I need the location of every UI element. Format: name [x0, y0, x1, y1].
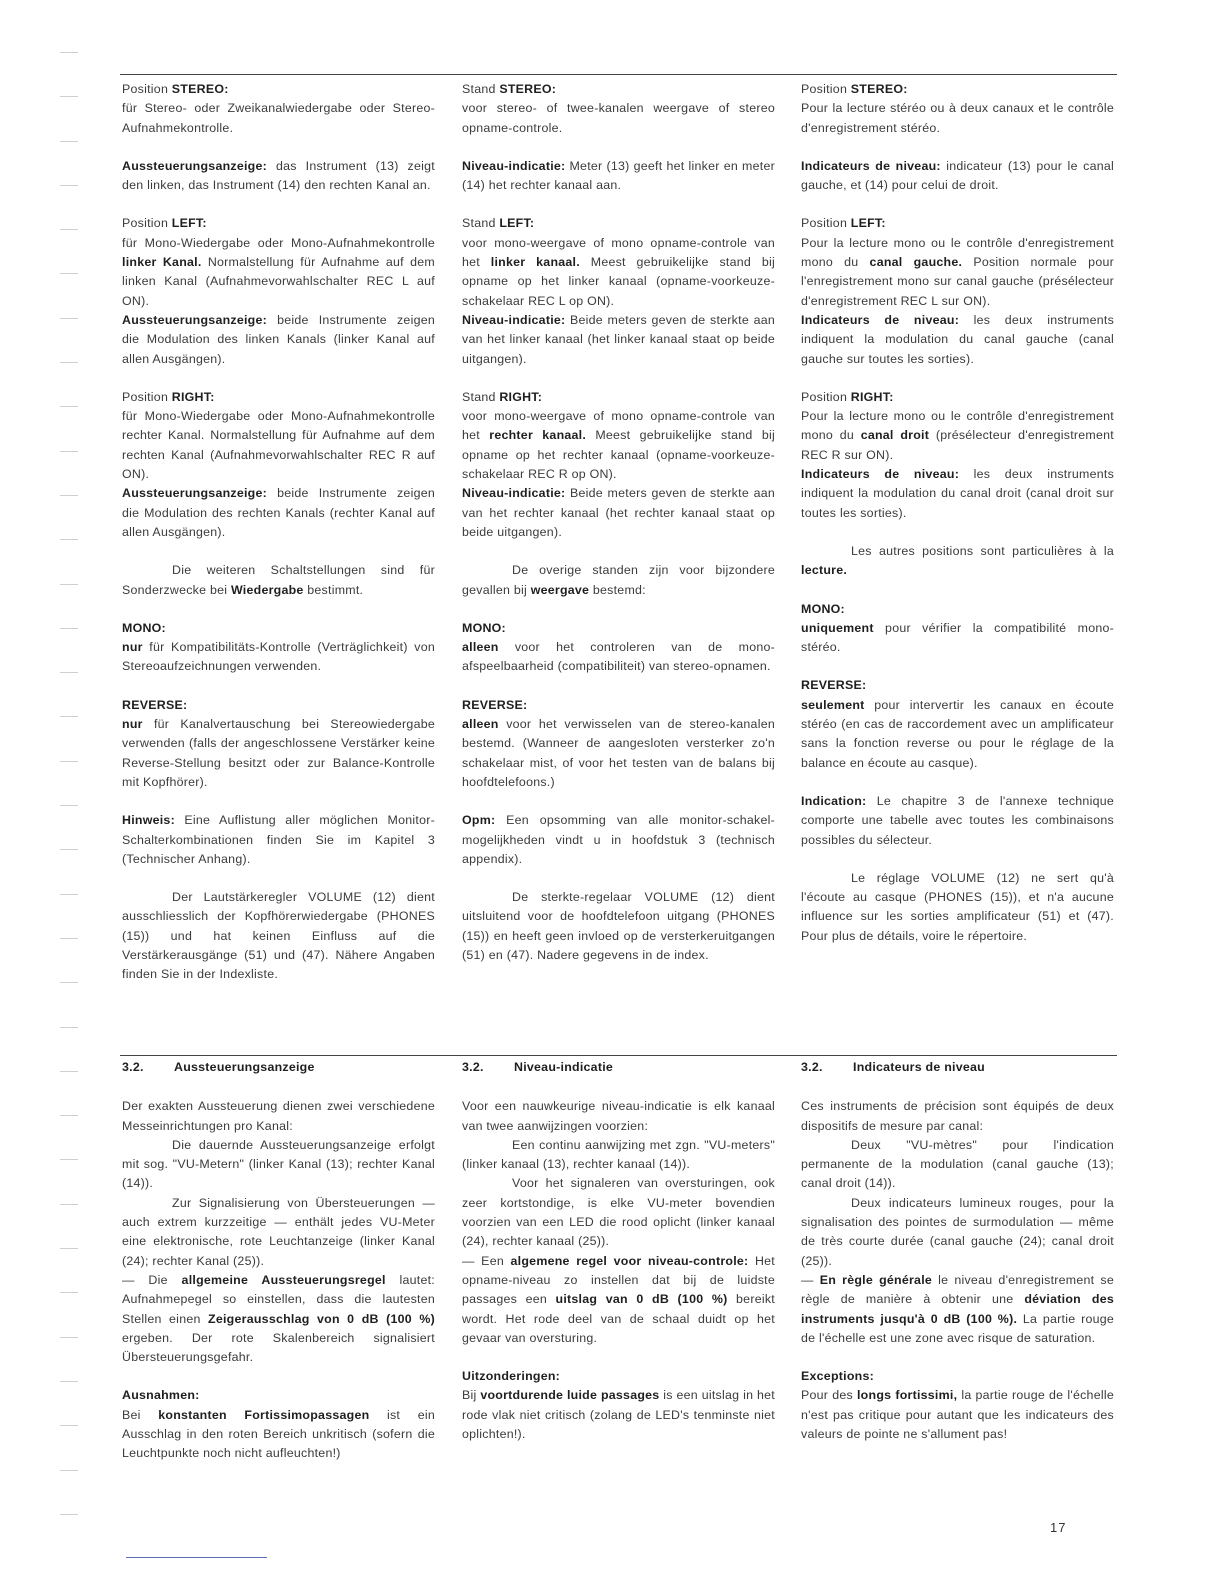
right-head-pre: Position [122, 389, 172, 404]
rule-post: ergeben. Der rote Skalenbereich signalisiert Übersteuerungsgefahr. [122, 1330, 435, 1365]
column-dutch [462, 80, 775, 1442]
niveau-key: Aussteuerungsanzeige: [122, 158, 268, 173]
hint-key: Hinweis: [122, 813, 175, 828]
other-positions-text [122, 561, 435, 600]
vu-meter-text [462, 1136, 775, 1175]
exceptions-heading [122, 1386, 435, 1405]
right-meter-text [122, 484, 435, 542]
left-heading [122, 214, 435, 233]
hint-body: Eine Auflistung aller möglichen Monitor-Schalterkombinationen finden Sie im Kapitel 3 (Technischer Anhang). [122, 813, 435, 866]
right-text [122, 407, 435, 484]
other-positions-text [801, 542, 1114, 581]
monitor-switch-block [801, 80, 1114, 946]
binding-margin-marks [60, 52, 78, 1552]
right-head-key: RIGHT: [499, 389, 543, 404]
section-intro [801, 1097, 1114, 1136]
exceptions-text [801, 1386, 1114, 1444]
right-text [801, 407, 1114, 465]
right-heading [801, 388, 1114, 407]
other-positions-text [462, 561, 775, 600]
stereo-head-pre: Position [122, 82, 172, 96]
stereo-head-pre: Stand [462, 82, 500, 96]
hint-body: Een opsomming van alle monitor-schakel-mogelijkheden vindt u in hoofdstuk 3 (technisch appendix). [462, 813, 775, 866]
stereo-heading [122, 80, 435, 99]
left-meter-key: Aussteuerungsanzeige: [122, 312, 268, 327]
mono-body: pour vérifier la compatibilité mono-stéréo. [801, 620, 1114, 655]
footer-link-line [126, 1557, 267, 1558]
right-body-key: canal droit [860, 428, 930, 443]
mono-key: alleen [462, 640, 499, 655]
hint-text [801, 792, 1114, 850]
led-text [462, 1174, 775, 1251]
mono-head: MONO: [462, 620, 506, 635]
right-text [462, 407, 775, 484]
stereo-text [462, 99, 775, 138]
level-indicator-section [122, 1058, 435, 1483]
right-meter-body: beide Instrumente zeigen die Modulation des rechten Kanals (rechter Kanal auf allen Ausgängen). [122, 486, 435, 539]
column-french [801, 80, 1115, 1442]
hint-key: Opm: [462, 813, 496, 828]
other-key: weergave [530, 582, 590, 597]
left-meter-body: beide Instrumente zeigen die Modulation des linken Kanals (linker Kanal auf allen Ausgängen). [122, 312, 435, 366]
right-body-pre: für Mono-Wiedergabe oder Mono-Aufnahmekontrolle [122, 409, 435, 424]
exc-pre: Bij [462, 1388, 481, 1403]
right-meter-body: les deux instruments indiquent la modulation du canal droit (canal droit sur toutes les sorties). [801, 467, 1115, 520]
reverse-text [122, 715, 435, 792]
exc-post: is een uitslag in het rode vlak niet critisch (zolang de LED's tenminste niet oplichten!). [462, 1388, 775, 1442]
other-post: bestemd: [589, 582, 646, 597]
hint-text [462, 811, 775, 869]
stereo-head-key: STEREO: [850, 82, 908, 96]
left-meter-text [462, 311, 775, 369]
led-body: Deux indicateurs lumineux rouges, pour la signalisation des pointes de surmodulation — même de très courte durée (canal gauche (24); canal droit (25)). [801, 1195, 1114, 1268]
stereo-text [801, 99, 1114, 138]
left-body-pre: voor mono-weergave of mono opname-controle van het [462, 235, 775, 270]
left-meter-body: les deux instruments indiquent la modulation du canal gauche (canal gauche sur toutes les sorties). [801, 312, 1115, 366]
left-meter-key: Indicateurs de niveau: [801, 312, 960, 327]
other-pre: Die weiteren Schaltstellungen sind für Sonderzwecke bei [122, 563, 435, 597]
level-rule-text [462, 1252, 775, 1348]
left-body-key: canal gauche. [869, 255, 963, 270]
section-rule [120, 1055, 1117, 1056]
volume-text [122, 888, 435, 984]
mono-key: uniquement [801, 620, 874, 635]
exc-key: konstanten Fortissimopassagen [158, 1407, 370, 1422]
mono-head: MONO: [122, 620, 166, 635]
exceptions-text [462, 1386, 775, 1444]
other-pre: Les autres positions sont particulières à la [851, 543, 1114, 558]
mono-heading [801, 600, 1114, 619]
column-german [122, 80, 435, 1461]
section-intro [122, 1097, 435, 1136]
exc-key: voortdurende luide passages [480, 1388, 660, 1403]
monitor-switch-block [122, 80, 435, 985]
exc-head: Ausnahmen: [122, 1388, 200, 1403]
reverse-heading [462, 696, 775, 715]
level-indicator-section [801, 1058, 1114, 1463]
hint-body: Le chapitre 3 de l'annexe technique comporte une tabelle avec toutes les combinaisons possibles du sélecteur. [801, 793, 1114, 847]
left-body-post: Meest gebruikelijke stand bij opname op het linker kanaal (opname-voorkeuze-schakelaar REC L op ON). [462, 255, 775, 308]
sect-num: 3.2. [462, 1060, 484, 1074]
left-body-pre: Pour la lecture mono ou le contrôle d'enregistrement mono du [801, 235, 1114, 270]
right-body-key: rechter kanaal. [489, 428, 587, 443]
hint-key: Indication: [801, 793, 867, 808]
vu-body: Die dauernde Aussteuerungsanzeige erfolgt mit sog. "VU-Metern" (linker Kanal (13); rechter Kanal (14)). [122, 1137, 435, 1191]
led-text [801, 1194, 1114, 1271]
left-body-post: Normalstellung für Aufnahme auf dem linken Kanal (Aufnahmevorwahlschalter REC L auf ON). [122, 255, 435, 308]
volume-body: De sterkte-regelaar VOLUME (12) dient uitsluitend voor de hoofdtelefoon uitgang (PHONES (15)) en heeft geen invloed op de versterkeruitgangen (51) en (47). Nadere gegevens in de index. [462, 890, 775, 962]
mono-text [801, 619, 1114, 658]
stereo-heading [801, 80, 1114, 99]
niveau-body: Meter (13) geeft het linker en meter (14) het rechter kanaal aan. [462, 158, 775, 193]
left-body-post: Position normale pour l'enregistrement mono sur canal gauche (présélecteur d'enregistrement REC L sur ON). [801, 255, 1114, 308]
rule-key: algemene regel voor niveau-controle: [510, 1253, 749, 1268]
left-meter-body: Beide meters geven de sterkte aan van het linker kanaal (het linker kanaal staat op beide uitgangen). [462, 312, 775, 366]
rule-pre: — Die [122, 1272, 182, 1287]
left-head-key: LEFT: [499, 216, 535, 231]
mono-heading [462, 619, 775, 638]
exceptions-text [122, 1406, 435, 1464]
rule-key: En règle générale [819, 1272, 933, 1287]
rule-pre: — [801, 1272, 820, 1287]
other-pre: De overige standen zijn voor bijzondere gevallen bij [462, 563, 775, 597]
left-text [122, 234, 435, 311]
rule-key: allgemeine Aussteuerungsregel [181, 1272, 386, 1287]
vu-meter-text [122, 1136, 435, 1194]
exc-key: longs fortissimi, [856, 1388, 958, 1403]
left-body-key: linker kanaal. [490, 255, 580, 270]
right-body-post: Meest gebruikelijke stand bij opname op het rechter kanaal (opname-voorkeuze-schakelaar REC R op ON). [462, 428, 775, 482]
page-number: 17 [1050, 1520, 1067, 1535]
niveau-body: das Instrument (13) zeigt den linken, das Instrument (14) den rechten Kanal an. [122, 158, 435, 193]
reverse-body: pour intervertir les canaux en écoute stéréo (en cas de raccordement avec un amplificateur sans la fonction reverse ou pour le réglage de la balance en écoute au casque). [801, 697, 1114, 770]
top-rule [120, 74, 1117, 75]
right-head-key: RIGHT: [171, 389, 215, 404]
reverse-heading [801, 676, 1114, 695]
level-rule-text [122, 1271, 435, 1367]
right-body-post: rechter Kanal. Normalstellung für Aufnahme auf dem rechten Kanal (Aufnahmevorwahlschalter REC R auf ON). [122, 428, 435, 482]
sect-title: Aussteuerungsanzeige [174, 1060, 315, 1074]
sect-num: 3.2. [801, 1060, 823, 1074]
stereo-text [122, 99, 435, 138]
reverse-head: REVERSE: [122, 697, 188, 712]
section-heading [462, 1058, 775, 1077]
mono-text [122, 638, 435, 677]
vu-body: Deux "VU-mètres" pour l'indication permanente de la modulation (canal gauche (13); canal droit (14)). [801, 1137, 1114, 1191]
volume-body: Der Lautstärkeregler VOLUME (12) dient ausschliesslich der Kopfhörerwiedergabe (PHONES (15)) und hat keinen Einfluss auf die Verstärkerausgänge (51) und (47). Nähere Angaben finden Sie in der Indexliste. [122, 890, 435, 982]
stereo-body: Pour la lecture stéréo ou à deux canaux et le contrôle d'enregistrement stéréo. [801, 101, 1114, 135]
exc-post: la partie rouge de l'échelle n'est pas critique pour autant que les indicateurs des valeurs de pointe ne s'allument pas! [801, 1388, 1114, 1442]
rule-key2: Zeigerausschlag von 0 dB (100 %) [208, 1311, 435, 1326]
rule-mid: Het opname-niveau zo instellen dat bij de luidste passages een [462, 1253, 775, 1307]
rule-key2: déviation des instruments jusqu'à 0 dB (100 %). [801, 1292, 1114, 1326]
rule-post: bereikt wordt. Het rode deel van de schaal duidt op het gevaar van oversturing. [462, 1292, 775, 1345]
exc-post: ist ein Ausschlag in den roten Bereich unkritisch (sofern die Leuchtpunkte noch nicht aufleuchten!) [122, 1407, 435, 1461]
left-head-pre: Position [122, 216, 172, 231]
exc-head: Exceptions: [801, 1369, 874, 1384]
mono-heading [122, 619, 435, 638]
right-heading [462, 388, 775, 407]
right-head-pre: Stand [462, 389, 500, 404]
left-body-pre: für Mono-Wiedergabe oder Mono-Aufnahmekontrolle [122, 235, 435, 250]
left-head-pre: Position [801, 216, 851, 231]
sect-title: Indicateurs de niveau [853, 1060, 985, 1074]
hint-text [122, 811, 435, 869]
stereo-head-pre: Position [801, 82, 851, 96]
stereo-head-key: STEREO: [499, 82, 557, 96]
right-body-post: (présélecteur d'enregistrement REC R sur ON). [801, 428, 1114, 462]
volume-text [801, 869, 1114, 946]
meter-note [122, 157, 435, 196]
left-heading [801, 214, 1114, 233]
stereo-body: für Stereo- oder Zweikanalwiedergabe oder Stereo-Aufnahmekontrolle. [122, 101, 435, 135]
reverse-head: REVERSE: [801, 678, 867, 693]
left-text [801, 234, 1114, 311]
volume-text [462, 888, 775, 965]
mono-body: voor het controleren van de mono-afspeelbaarheid (compatibiliteit) van stereo-opnamen. [462, 640, 775, 674]
right-head-key: RIGHT: [850, 389, 894, 404]
reverse-key: seulement [801, 697, 865, 712]
other-key: Wiedergabe [230, 582, 304, 597]
reverse-head: REVERSE: [462, 697, 528, 712]
mono-body: für Kompatibilitäts-Kontrolle (Verträglichkeit) von Stereoaufzeichnungen verwenden. [122, 640, 435, 674]
sect-title: Niveau-indicatie [514, 1060, 614, 1074]
reverse-body: voor het verwisselen van de stereo-kanalen bestemd. (Wanneer de aangesloten versterker zo'n schakelaar mist, of voor het testen van de balans bij hoofdtelefoons.) [462, 717, 775, 789]
other-key: lecture. [801, 563, 848, 578]
led-body: Voor het signaleren van oversturingen, ook zeer kortstondige, is elke VU-meter bovendien voorzien van een LED die rood oplicht (linker kanaal (24), rechter kanaal (25)). [462, 1176, 775, 1249]
exc-head: Uitzonderingen: [462, 1369, 561, 1384]
section-intro [462, 1097, 775, 1136]
rule-mid: lautet: Aufnahmepegel so einstellen, dass die lautesten Stellen einen [122, 1272, 435, 1326]
section-heading [122, 1058, 435, 1077]
rule-mid: le niveau d'enregistrement se règle de manière à obtenir une [801, 1272, 1114, 1307]
left-text [462, 234, 775, 311]
exc-pre: Bei [122, 1407, 159, 1422]
niveau-body: indicateur (13) pour le canal gauche, et (14) pour celui de droit. [801, 158, 1114, 193]
exceptions-heading [801, 1367, 1114, 1386]
intro: Der exakten Aussteuerung dienen zwei verschiedene Messeinrichtungen pro Kanal: [122, 1099, 435, 1133]
left-body-key: linker Kanal. [122, 255, 202, 270]
led-text [122, 1194, 435, 1271]
left-meter-text [801, 311, 1114, 369]
reverse-text [801, 696, 1114, 773]
right-head-pre: Position [801, 389, 851, 404]
level-rule-text [801, 1271, 1114, 1348]
stereo-heading [462, 80, 775, 99]
right-meter-key: Indicateurs de niveau: [801, 467, 960, 482]
intro: Ces instruments de précision sont équipés de deux dispositifs de mesure par canal: [801, 1099, 1114, 1133]
meter-note [462, 157, 775, 196]
led-body: Zur Signalisierung von Übersteuerungen — auch extrem kurzzeitige — enthält jedes VU-Meter eine elektronische, rote Leuchtanzeige (linker Kanal (24); rechter Kanal (25)). [122, 1195, 435, 1268]
reverse-heading [122, 696, 435, 715]
right-meter-key: Aussteuerungsanzeige: [122, 486, 268, 501]
right-body-pre: voor mono-weergave of mono opname-controle van het [462, 409, 775, 443]
left-meter-key: Niveau-indicatie: [462, 312, 566, 327]
left-head-key: LEFT: [850, 216, 886, 231]
mono-head: MONO: [801, 601, 845, 616]
left-head-key: LEFT: [171, 216, 207, 231]
mono-key: nur [122, 640, 143, 655]
vu-body: Een continu aanwijzing met zgn. "VU-meters" (linker kanaal (13), rechter kanaal (14)). [462, 1137, 775, 1172]
section-heading [801, 1058, 1114, 1077]
reverse-text [462, 715, 775, 792]
left-meter-text [122, 311, 435, 369]
other-post: bestimmt. [303, 582, 364, 597]
niveau-key: Niveau-indicatie: [462, 158, 566, 173]
monitor-switch-block [462, 80, 775, 965]
niveau-key: Indicateurs de niveau: [801, 158, 941, 173]
right-meter-text [801, 465, 1114, 523]
reverse-key: alleen [462, 717, 499, 732]
rule-post: La partie rouge de l'échelle est une zone avec risque de saturation. [801, 1311, 1115, 1345]
right-body-pre: Pour la lecture mono ou le contrôle d'enregistrement mono du [801, 409, 1114, 443]
volume-body: Le réglage VOLUME (12) ne sert qu'à l'écoute au casque (PHONES (15)), et n'a aucune influence sur les sorties amplificateur (51) et (47). Pour plus de détails, voire le répertoire. [801, 870, 1114, 943]
sect-num: 3.2. [122, 1060, 144, 1074]
stereo-head-key: STEREO: [171, 82, 229, 96]
meter-note [801, 157, 1114, 196]
reverse-body: für Kanalvertauschung bei Stereowiedergabe verwenden (falls der angeschlossene Verstärker keine Reverse-Stellung besitzt oder zur Balance-Kontrolle mit Kopfhörer). [122, 717, 435, 789]
right-meter-body: Beide meters geven de sterkte aan van het rechter kanaal (het rechter kanaal staat op beide uitgangen). [462, 486, 775, 539]
left-head-pre: Stand [462, 216, 500, 231]
level-indicator-section [462, 1058, 775, 1463]
mono-text [462, 638, 775, 677]
vu-meter-text [801, 1136, 1114, 1194]
rule-key2: uitslag van 0 dB (100 %) [555, 1292, 728, 1307]
intro: Voor een nauwkeurige niveau-indicatie is elk kanaal van twee aanwijzingen voorzien: [462, 1099, 775, 1133]
exc-pre: Pour des [801, 1388, 857, 1403]
reverse-key: nur [122, 717, 143, 732]
rule-pre: — Een [462, 1253, 511, 1268]
stereo-body: voor stereo- of twee-kanalen weergave of stereo opname-controle. [462, 101, 775, 135]
right-meter-text [462, 484, 775, 542]
right-heading [122, 388, 435, 407]
left-heading [462, 214, 775, 233]
right-meter-key: Niveau-indicatie: [462, 486, 566, 501]
exceptions-heading [462, 1367, 775, 1386]
